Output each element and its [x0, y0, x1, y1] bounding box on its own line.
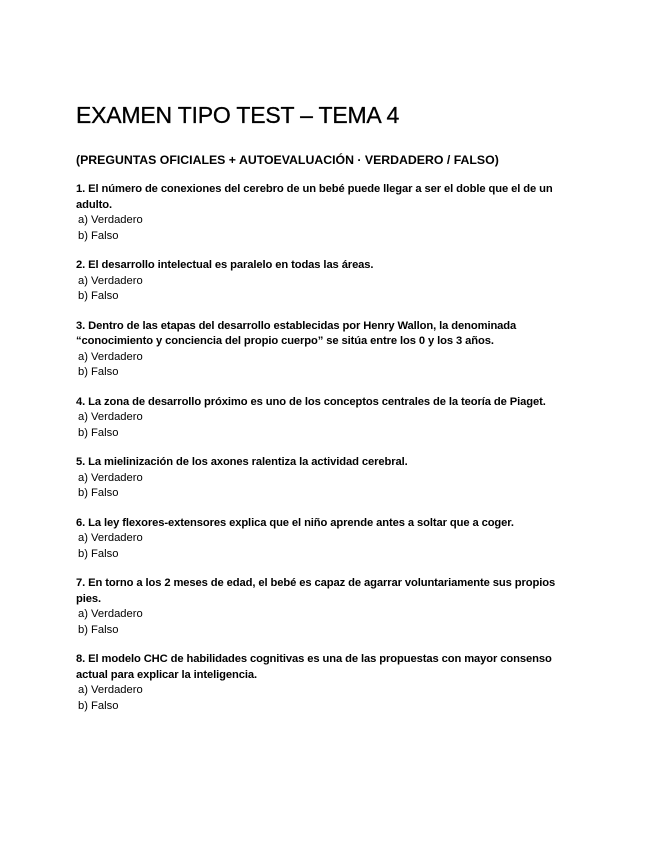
question-8 — [76, 652, 575, 714]
option-false: b) Falso — [78, 699, 119, 712]
option-true: a) Verdadero — [78, 350, 143, 363]
question-3 — [76, 319, 575, 381]
option-true: a) Verdadero — [78, 684, 143, 696]
option-false: b) Falso — [78, 229, 119, 242]
question-1 — [76, 182, 575, 244]
document-subtitle: (PREGUNTAS OFICIALES + AUTOEVALUACIÓN · VERDADERO / FALSO) — [76, 153, 499, 167]
question-text: 6. La ley flexores-extensores explica que el niño aprende antes a soltar que a coger. — [76, 516, 514, 529]
question-text: 7. En torno a los 2 meses de edad, el bebé es capaz de agarrar voluntariamente sus propios pies. — [76, 577, 556, 605]
option-list — [76, 531, 575, 562]
question-text: 5. La mielinización de los axones ralentiza la actividad cerebral. — [76, 456, 408, 468]
question-2 — [76, 258, 575, 305]
question-4 — [76, 395, 575, 442]
option-list — [76, 410, 575, 441]
option-true: a) Verdadero — [78, 532, 143, 544]
option-true: a) Verdadero — [78, 214, 143, 226]
option-true: a) Verdadero — [78, 411, 143, 423]
question-6 — [76, 516, 575, 563]
option-true: a) Verdadero — [78, 274, 143, 287]
option-list — [76, 607, 575, 638]
option-list — [76, 350, 575, 381]
question-7 — [76, 576, 575, 638]
option-false: b) Falso — [78, 366, 119, 378]
option-false: b) Falso — [78, 290, 119, 302]
option-false: b) Falso — [78, 487, 119, 499]
option-list — [76, 683, 575, 714]
option-true: a) Verdadero — [78, 471, 143, 484]
question-text: 1. El número de conexiones del cerebro de un bebé puede llegar a ser el doble que el de un adulto. — [76, 183, 553, 211]
question-text: 4. La zona de desarrollo próximo es uno de los conceptos centrales de la teoría de Piaget. — [76, 395, 546, 408]
option-list — [76, 274, 575, 305]
question-text: 3. Dentro de las etapas del desarrollo establecidas por Henry Wallon, la denominada “conocimiento y conciencia del propio cuerpo” se sitúa entre los 0 y los 3 años. — [76, 319, 517, 347]
question-text: 2. El desarrollo intelectual es paralelo en todas las áreas. — [76, 259, 374, 271]
option-list — [76, 213, 575, 244]
option-false: b) Falso — [78, 547, 119, 560]
option-false: b) Falso — [78, 623, 119, 636]
option-false: b) Falso — [78, 426, 119, 439]
option-true: a) Verdadero — [78, 608, 143, 620]
document-title: EXAMEN TIPO TEST – TEMA 4 — [76, 102, 400, 128]
question-5 — [76, 455, 575, 502]
question-text: 8. El modelo CHC de habilidades cognitivas es una de las propuestas con mayor consenso actual para explicar la inteligencia. — [76, 653, 552, 681]
option-list — [76, 471, 575, 502]
